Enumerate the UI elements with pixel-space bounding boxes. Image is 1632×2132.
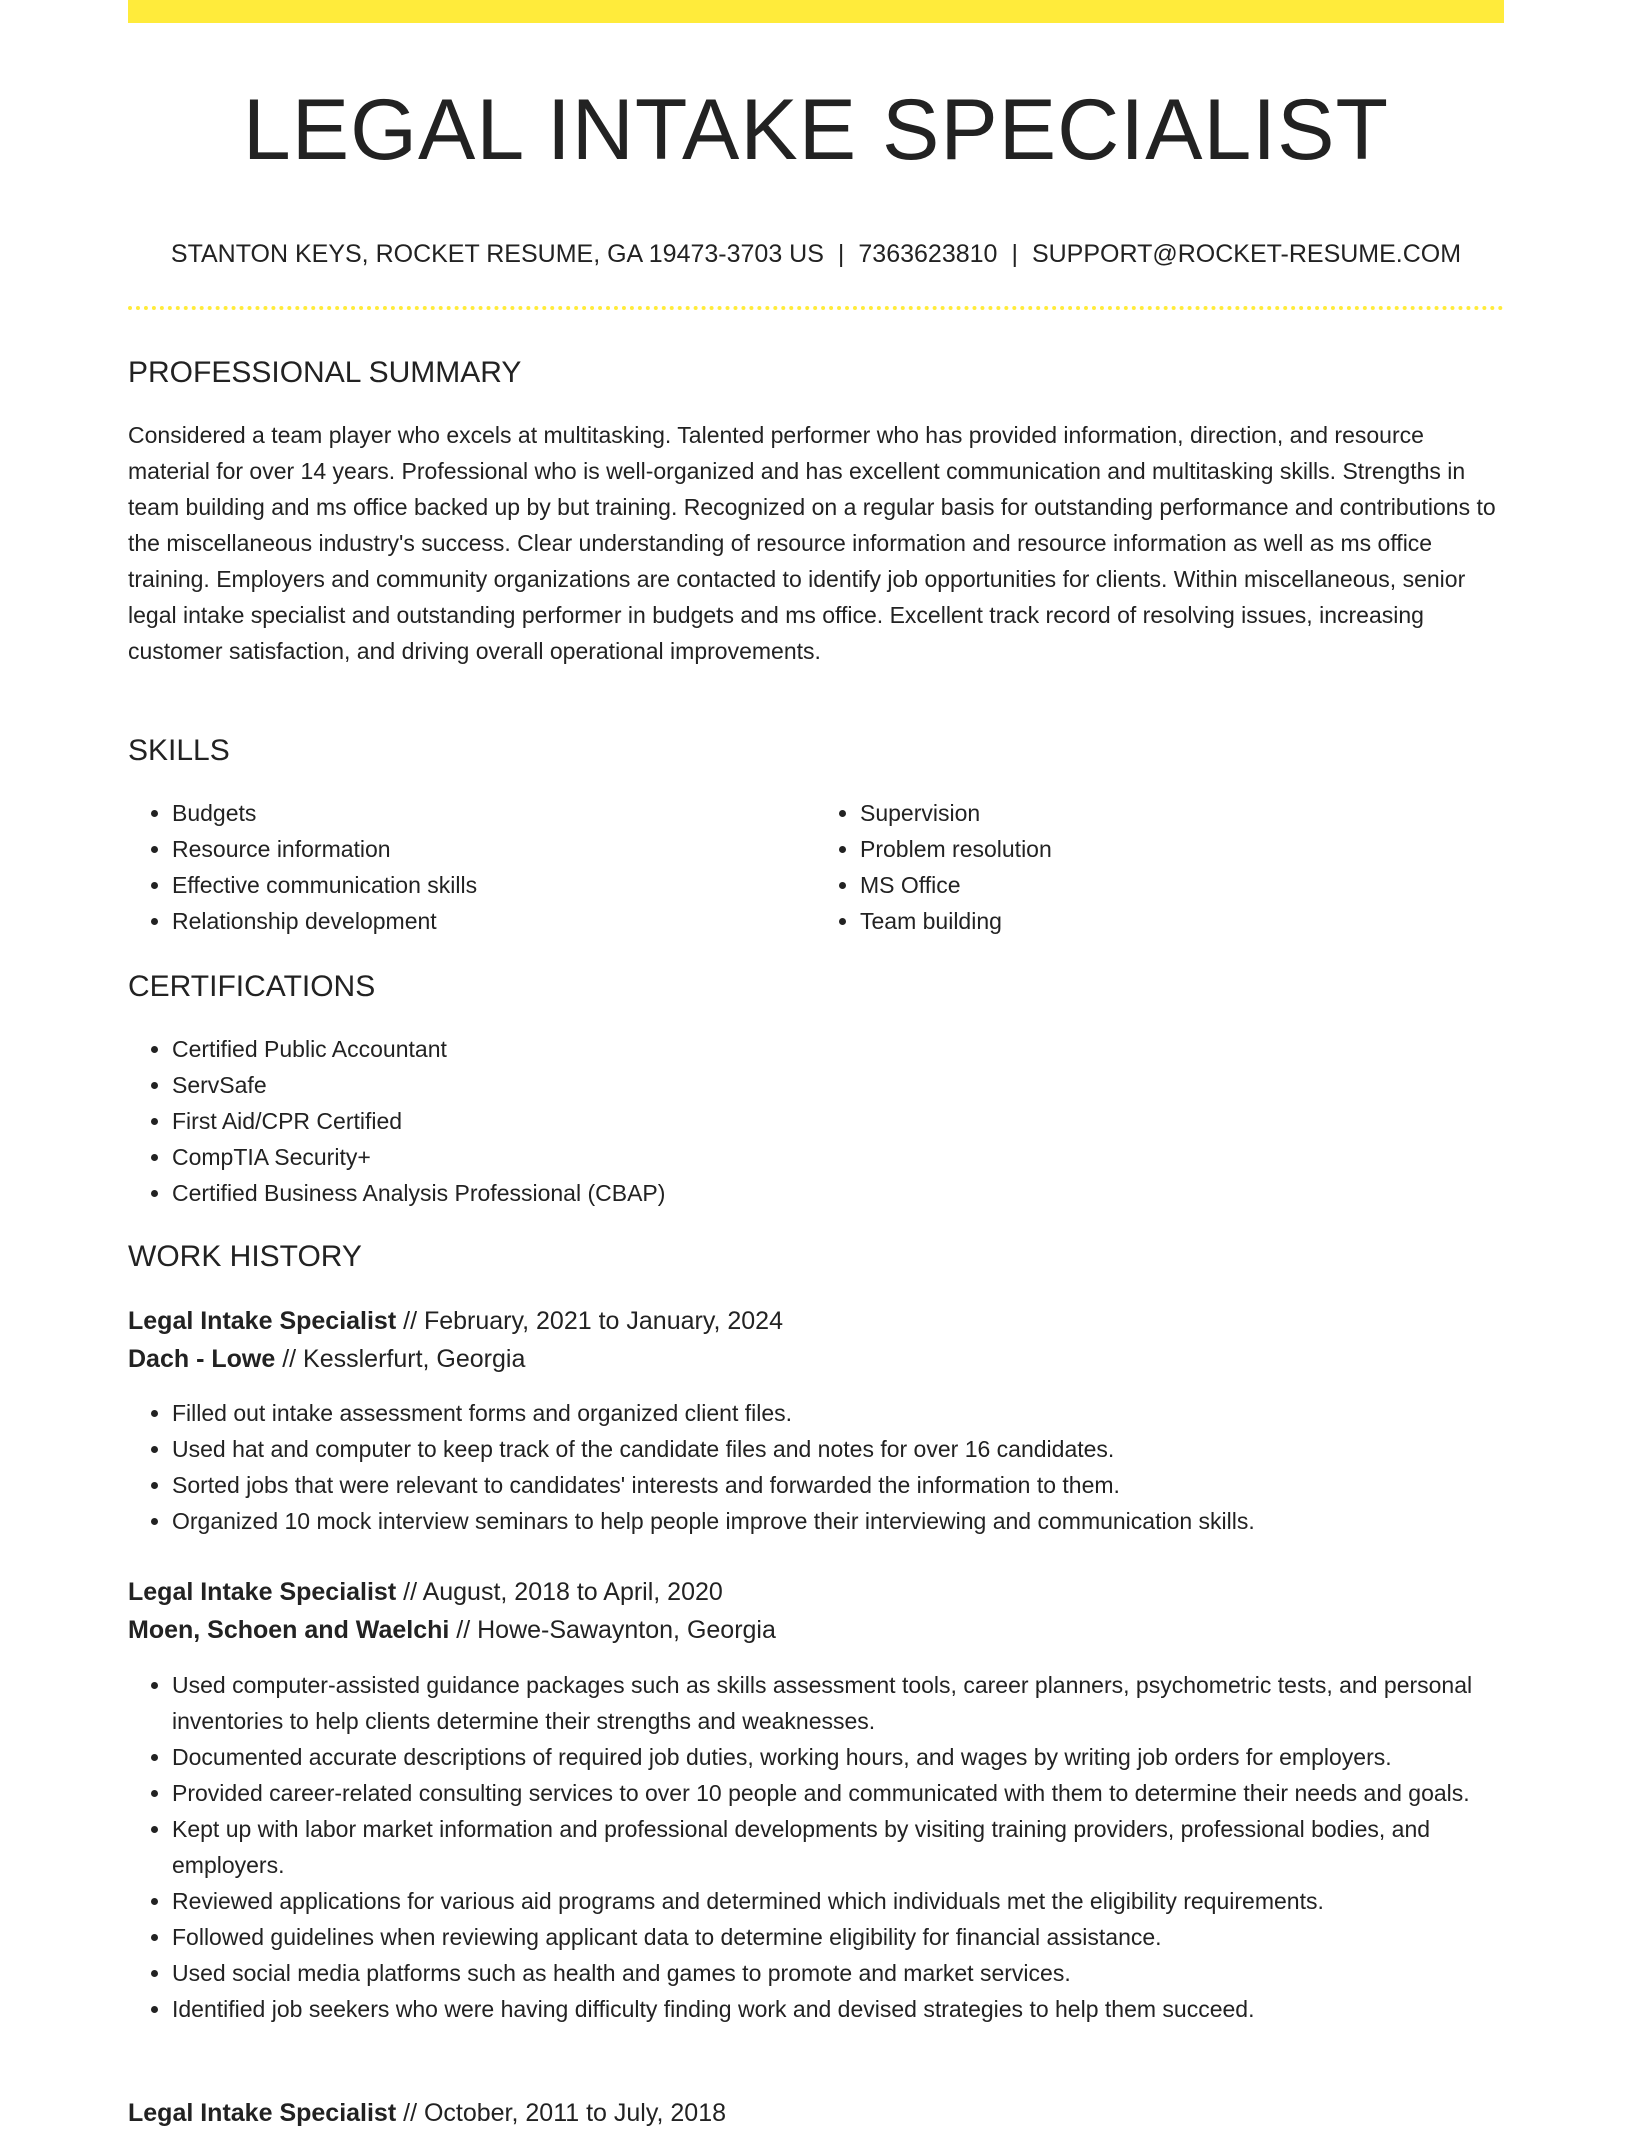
job-dates: // August, 2018 to April, 2020 bbox=[396, 1578, 723, 1606]
job-title: Legal Intake Specialist bbox=[128, 2099, 397, 2127]
job-header bbox=[128, 1573, 1504, 1649]
contact-separator: | bbox=[837, 240, 845, 268]
summary-text: Considered a team player who excels at multitasking. Talented performer who has provided information, direction, and resource material for over 14 years. Professional who is well-organized and has excellent communication and multitasking skills. Strengths in team building and ms office backed up by but training. Recognized on a regular basis for outstanding performance and contributions to the miscellaneous industry's success. Clear understanding of resource information and resource information as well as ms office training. Employers and community organizations are contacted to identify job opportunities for clients. Within miscellaneous, senior legal intake specialist and outstanding performer in budgets and ms office. Excellent track record of resolving issues, increasing customer satisfaction, and driving overall operational improvements. bbox=[128, 422, 1496, 664]
contact-line bbox=[128, 236, 1504, 272]
job-company: Moen, Schoen and Waelchi bbox=[128, 1616, 450, 1644]
certification-item: • ServSafe bbox=[172, 1067, 1548, 1103]
skills-column-right bbox=[816, 795, 1504, 939]
skill-item: • Effective communication skills bbox=[172, 867, 816, 903]
job-bullet: • Provided career-related consulting services to over 10 people and communicated with them to determine their needs and goals. bbox=[172, 1775, 1548, 1811]
job-bullet: • Kept up with labor market information and professional developments by visiting training providers, professional bodies, and employers. bbox=[172, 1811, 1548, 1883]
job-bullet: • Documented accurate descriptions of required job duties, working hours, and wages by writing job orders for employers. bbox=[172, 1739, 1548, 1775]
job-company-line bbox=[128, 1611, 1504, 1649]
job-dates: // October, 2011 to July, 2018 bbox=[396, 2099, 727, 2127]
job-location: // Howe-Sawaynton, Georgia bbox=[449, 1616, 776, 1644]
contact-email: SUPPORT@ROCKET-RESUME.COM bbox=[1031, 240, 1462, 268]
job-bullet: • Used hat and computer to keep track of the candidate files and notes for over 16 candidates. bbox=[172, 1431, 1548, 1467]
skills-list bbox=[128, 795, 1504, 939]
job-header bbox=[128, 2094, 1504, 2132]
certification-item: • CompTIA Security+ bbox=[172, 1139, 1548, 1175]
job-title-line bbox=[128, 2094, 1504, 2132]
skill-item: • Resource information bbox=[172, 831, 816, 867]
job-bullet: • Used social media platforms such as health and games to promote and market services. bbox=[172, 1955, 1548, 1991]
contact-separator: | bbox=[1011, 240, 1018, 268]
skill-item: • Supervision bbox=[860, 795, 1504, 831]
job-bullet: • Sorted jobs that were relevant to candidates' interests and forwarded the information to them. bbox=[172, 1467, 1548, 1503]
job-bullet: • Identified job seekers who were having difficulty finding work and devised strategies to help them succeed. bbox=[172, 1991, 1548, 2027]
job-company: Dach - Lowe bbox=[128, 1345, 276, 1373]
skill-item: • Budgets bbox=[172, 795, 816, 831]
job-bullet: • Organized 10 mock interview seminars to help people improve their interviewing and communication skills. bbox=[172, 1503, 1548, 1539]
job-title-line bbox=[128, 1302, 1504, 1340]
skills-column-left bbox=[128, 795, 816, 939]
certification-item: • Certified Business Analysis Professional (CBAP) bbox=[172, 1175, 1548, 1211]
job-company-line bbox=[128, 1340, 1504, 1378]
certification-item: • Certified Public Accountant bbox=[172, 1031, 1548, 1067]
contact-address: STANTON KEYS, ROCKET RESUME, GA 19473-3703 US bbox=[170, 240, 824, 268]
skill-item: • MS Office bbox=[860, 867, 1504, 903]
job-bullets bbox=[128, 1667, 1548, 2027]
job-title-line bbox=[128, 1573, 1504, 1611]
job-title: Legal Intake Specialist bbox=[128, 1307, 397, 1335]
job-bullet: • Filled out intake assessment forms and organized client files. bbox=[172, 1395, 1548, 1431]
job-location: // Kesslerfurt, Georgia bbox=[275, 1345, 526, 1373]
job-dates: // February, 2021 to January, 2024 bbox=[396, 1307, 783, 1335]
skill-item: • Relationship development bbox=[172, 903, 816, 939]
summary-heading: PROFESSIONAL SUMMARY bbox=[128, 356, 522, 389]
page-title: LEGAL INTAKE SPECIALIST bbox=[242, 82, 1390, 178]
header-divider bbox=[128, 306, 1504, 310]
job-header bbox=[128, 1302, 1504, 1378]
job-title: Legal Intake Specialist bbox=[128, 1578, 397, 1606]
certifications-list bbox=[128, 1031, 1548, 1211]
job-bullet: • Used computer-assisted guidance packages such as skills assessment tools, career planners, psychometric tests, and personal inventories to help clients determine their strengths and weaknesses. bbox=[172, 1667, 1548, 1739]
job-bullet: • Followed guidelines when reviewing applicant data to determine eligibility for financial assistance. bbox=[172, 1919, 1548, 1955]
certifications-heading: CERTIFICATIONS bbox=[128, 970, 376, 1003]
job-bullets bbox=[128, 1395, 1548, 1539]
certification-item: • First Aid/CPR Certified bbox=[172, 1103, 1548, 1139]
skills-heading: SKILLS bbox=[128, 734, 230, 767]
work-history-heading: WORK HISTORY bbox=[128, 1240, 362, 1273]
job-bullet: • Reviewed applications for various aid programs and determined which individuals met the eligibility requirements. bbox=[172, 1883, 1548, 1919]
contact-phone: 7363623810 bbox=[858, 240, 998, 268]
skill-item: • Problem resolution bbox=[860, 831, 1504, 867]
accent-top-bar bbox=[128, 0, 1504, 23]
skill-item: • Team building bbox=[860, 903, 1504, 939]
